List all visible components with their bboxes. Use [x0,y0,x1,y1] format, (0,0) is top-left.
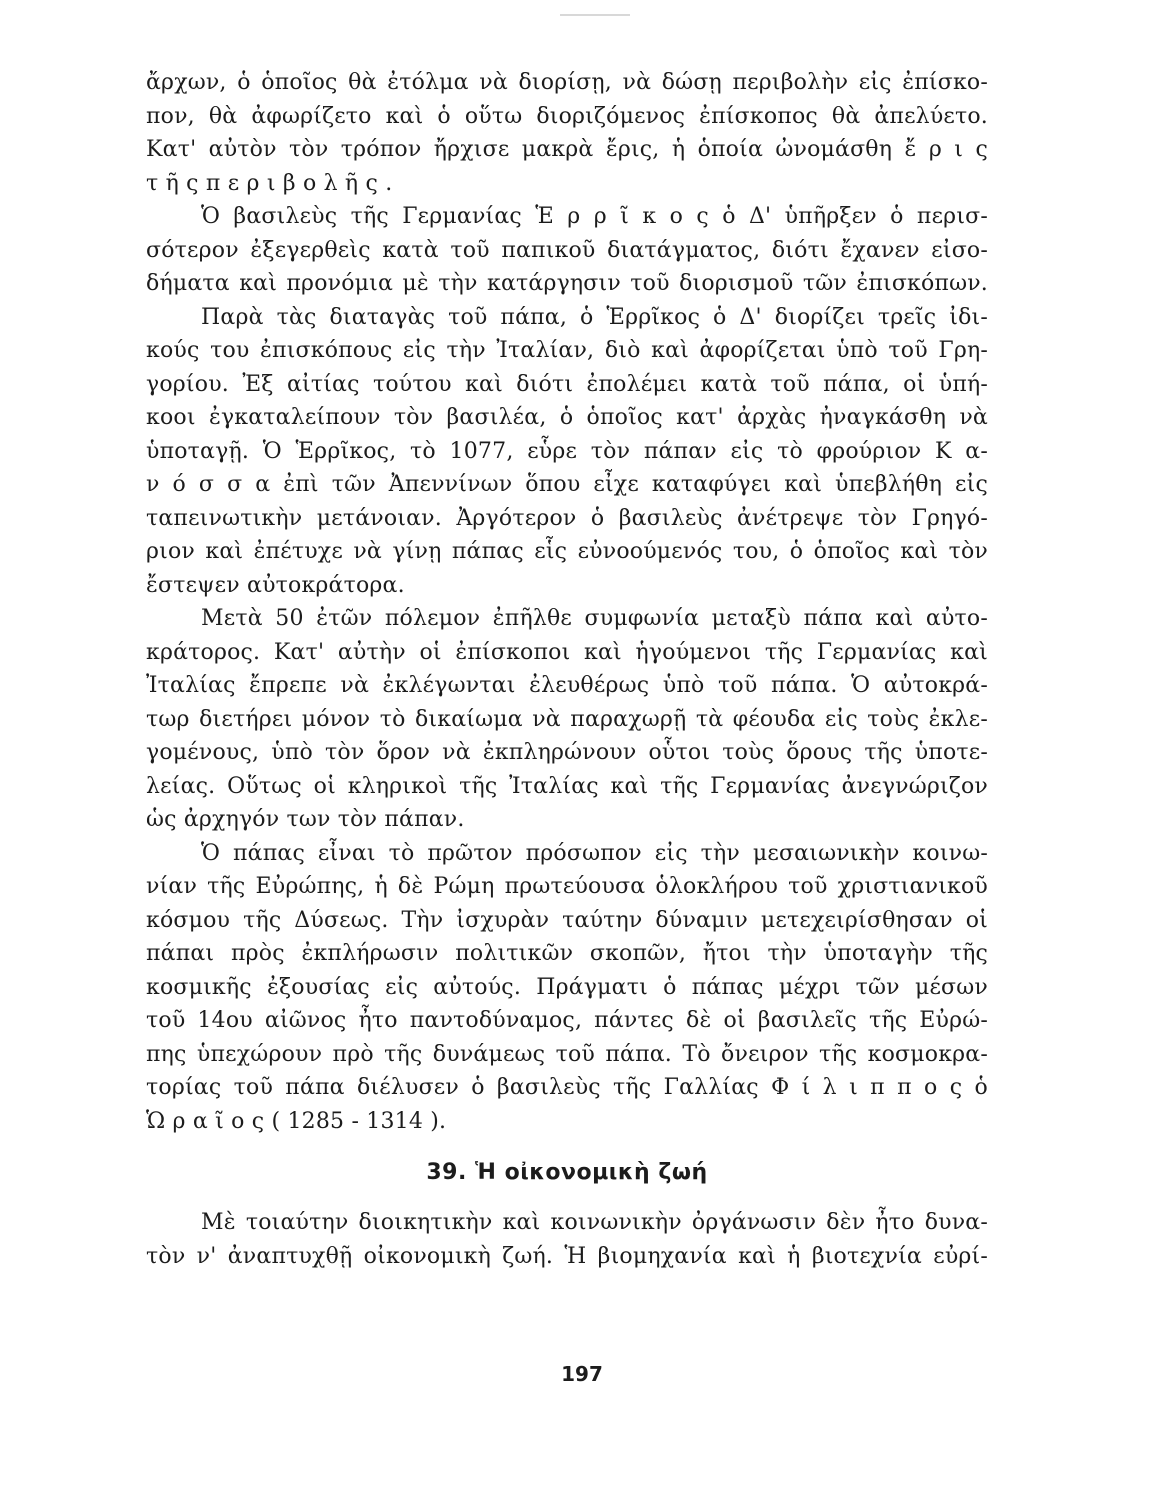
text-line: νίαν τῆς Εὐρώπης, ἡ δὲ Ρώμη πρωτεύουσα ὁλοκλήρου τοῦ χριστιανικοῦ [146,874,988,899]
text-line: τὸν ν' ἀναπτυχθῇ οἰκονομικὴ ζωή. Ἡ βιομηχανία καὶ ἡ βιοτεχνία εὐρί- [146,1243,988,1269]
text-line: Μετὰ 50 ἐτῶν πόλεμον ἐπῆλθε συμφωνία μεταξὺ πάπα καὶ αὐτο- [201,606,988,631]
text-line: Παρὰ τὰς διαταγὰς τοῦ πάπα, ὁ Ἑρρῖκος ὁ Δ' διορίζει τρεῖς ἰδι- [201,304,988,330]
text-line: Μὲ τοιαύτην διοικητικὴν καὶ κοινωνικὴν ὀργάνωσιν δὲν ἦτο δυνα- [201,1210,988,1235]
text-line: δήματα καὶ προνόμια μὲ τὴν κατάργησιν τοῦ διορισμοῦ τῶν ἐπισκόπων. [146,271,988,296]
text-line: τωρ διετήρει μόνον τὸ δικαίωμα νὰ παραχωρῇ τὰ φέουδα εἰς τοὺς ἐκλε- [146,706,988,732]
text-line: κοσμικῆς ἐξουσίας εἰς αὐτούς. Πράγματι ὁ πάπας μέχρι τῶν μέσων [146,974,988,1000]
text-line: ν ό σ σ α ἐπὶ τῶν Ἀπεννίνων ὅπου εἶχε καταφύγει καὶ ὑπεβλήθη εἰς [146,472,988,497]
closing-paragraph [146,1206,988,1273]
text-line: Κατ' αὐτὸν τὸν τρόπον ἤρχισε μακρὰ ἔρις, ἡ ὁποία ὠνομάσθη ἔ ρ ι ς [146,137,988,162]
text-line: Ὁ πάπας εἶναι τὸ πρῶτον πρόσωπον εἰς τὴν μεσαιωνικὴν κοινω- [201,840,988,866]
text-line: ταπεινωτικὴν μετάνοιαν. Ἀργότερον ὁ βασιλεὺς ἀνέτρεψε τὸν Γρηγό- [146,505,988,531]
scan-mark [560,14,630,16]
text-line: Ὡ ρ α ῖ ο ς ( 1285 - 1314 ). [146,1108,447,1134]
paragraph-5 [146,837,988,1139]
text-line: πον, θὰ ἀφωρίζετο καὶ ὁ οὕτω διοριζόμενος ἐπίσκοπος θὰ ἀπελύετο. [146,103,988,129]
text-line: τορίας τοῦ πάπα διέλυσεν ὁ βασιλεὺς τῆς Γαλλίας Φ ί λ ι π π ο ς ὁ [146,1075,988,1100]
page-number: 197 [561,1362,603,1386]
page-body [146,66,988,1273]
text-line: γομένους, ὑπὸ τὸν ὅρον νὰ ἐκπληρώνουν οὗτοι τοὺς ὅρους τῆς ὑποτε- [146,740,988,765]
section-heading: 39. Ἡ οἰκονομικὴ ζωή [426,1160,708,1185]
text-line: Ὁ βασιλεὺς τῆς Γερμανίας Ἑ ρ ρ ῖ κ ο ς ὁ Δ' ὑπῆρξεν ὁ περισ- [201,204,988,229]
text-line: πης ὑπεχώρουν πρὸ τῆς δυνάμεως τοῦ πάπα. Τὸ ὄνειρον τῆς κοσμοκρα- [146,1041,988,1067]
text-line: γορίου. Ἐξ αἰτίας τούτου καὶ διότι ἐπολέμει κατὰ τοῦ πάπα, οἱ ὑπή- [146,371,988,397]
text-line: ὡς ἀρχηγόν των τὸν πάπαν. [146,807,465,832]
text-line: λείας. Οὕτως οἱ κληρικοὶ τῆς Ἰταλίας καὶ τῆς Γερμανίας ἀνεγνώριζον [146,773,988,799]
text-line: Ἰταλίας ἔπρεπε νὰ ἐκλέγωνται ἐλευθέρως ὑπὸ τοῦ πάπα. Ὁ αὐτοκρά- [146,673,988,698]
text-line: τοῦ 14ου αἰῶνος ἦτο παντοδύναμος, πάντες δὲ οἱ βασιλεῖς τῆς Εὐρώ- [146,1008,988,1033]
paragraph-4 [146,602,988,837]
text-line: σότερον ἐξεγερθεὶς κατὰ τοῦ παπικοῦ διατάγματος, διότι ἔχανεν εἰσο- [146,237,988,263]
text-line: κόσμου τῆς Δύσεως. Τὴν ἰσχυρὰν ταύτην δύναμιν μετεχειρίσθησαν οἱ [146,907,988,933]
text-line: κούς του ἐπισκόπους εἰς τὴν Ἰταλίαν, διὸ καὶ ἀφορίζεται ὑπὸ τοῦ Γρη- [146,338,988,363]
text-line: κοοι ἐγκαταλείπουν τὸν βασιλέα, ὁ ὁποῖος κατ' ἀρχὰς ἠναγκάσθη νὰ [146,405,988,430]
text-line: πάπαι πρὸς ἐκπλήρωσιν πολιτικῶν σκοπῶν, ἤτοι τὴν ὑποταγὴν τῆς [146,941,988,966]
text-line: ἄρχων, ὁ ὁποῖος θὰ ἐτόλμα νὰ διορίσῃ, νὰ δώσῃ περιβολὴν εἰς ἐπίσκο- [146,70,988,95]
text-line: ὑποταγῇ. Ὁ Ἑρρῖκος, τὸ 1077, εὗρε τὸν πάπαν εἰς τὸ φρούριον Κ α- [146,438,988,464]
paragraph-3 [146,301,988,603]
paragraph-2 [146,200,988,301]
text-line: τ ῆ ς π ε ρ ι β ο λ ῆ ς . [146,170,393,196]
text-line: ριον καὶ ἐπέτυχε νὰ γίνῃ πάπας εἷς εὐνοούμενός του, ὁ ὁποῖος καὶ τὸν [146,539,988,564]
text-line: ἔστεψεν αὐτοκράτορα. [146,572,405,598]
text-line: κράτορος. Κατ' αὐτὴν οἱ ἐπίσκοποι καὶ ἡγούμενοι τῆς Γερμανίας καὶ [146,639,988,665]
paragraph-1 [146,66,988,200]
